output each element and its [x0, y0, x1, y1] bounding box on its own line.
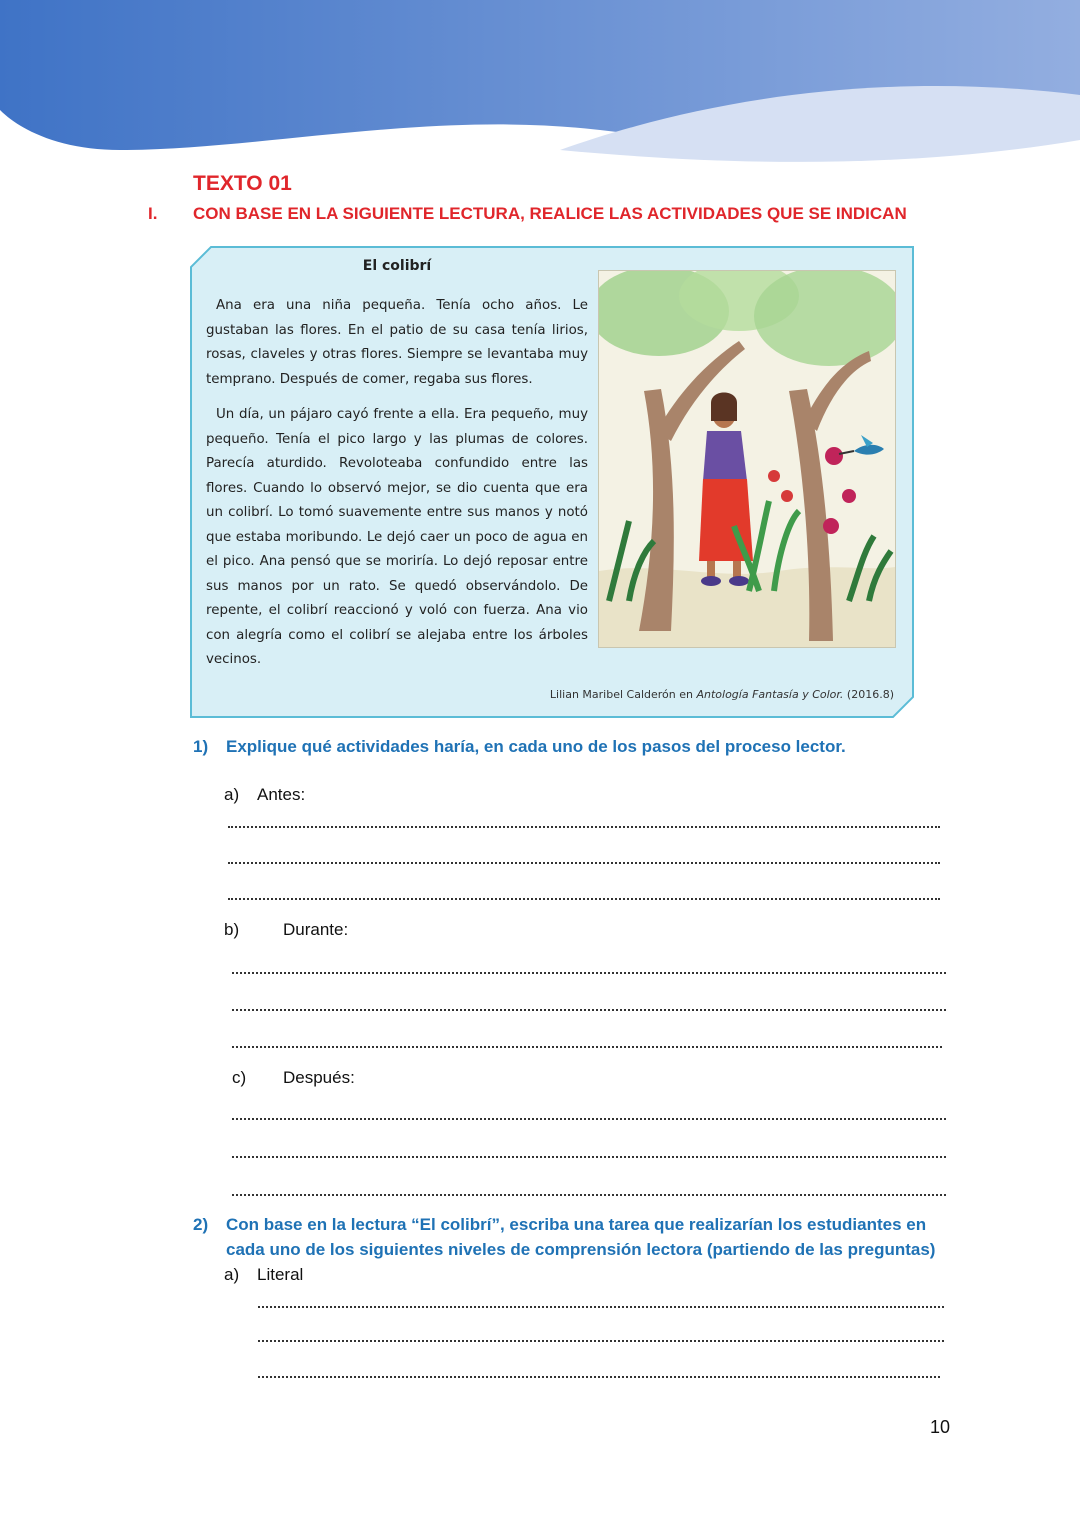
item-a-label: Antes: [257, 785, 306, 804]
question-2-line-1: Con base en la lectura “El colibrí”, escriba una tarea que realizarían los estudiantes en [226, 1215, 927, 1234]
credit-author: Lilian Maribel Calderón en [549, 688, 697, 701]
answer-line[interactable] [232, 1034, 942, 1048]
item-literal-letter: a) [224, 1265, 240, 1284]
box-corner-decoration [892, 696, 914, 718]
question-2-line-2: cada uno de los siguientes niveles de comprensión lectora (partiendo de las preguntas) [226, 1240, 936, 1259]
item-a-letter: a) [224, 785, 240, 804]
credit-year: (2016.8) [843, 688, 894, 701]
answer-line[interactable] [228, 850, 940, 864]
answer-line[interactable] [258, 1328, 944, 1342]
reading-box [190, 246, 914, 718]
section-numeral: I. [148, 204, 158, 223]
story-illustration [598, 270, 896, 648]
answer-line[interactable] [228, 814, 940, 828]
item-c-label: Después: [283, 1068, 355, 1087]
item-b-letter: b) [224, 920, 240, 939]
story-paragraph-1: Ana era una niña pequeña. Tenía ocho años. Le gustaban las flores. En el patio de su casa tenía lirios, rosas, claveles y otras flores. Siempre se levantaba muy temprano. Después de comer, regaba sus flores. [206, 298, 588, 387]
answer-line[interactable] [258, 1294, 944, 1308]
credit-work: Antología Fantasía y Color. [696, 688, 844, 701]
question-1-number: 1) [193, 737, 209, 756]
item-c-letter: c) [232, 1068, 247, 1087]
text-title: TEXTO 01 [193, 172, 292, 195]
answer-line[interactable] [232, 960, 946, 974]
answer-line[interactable] [258, 1364, 940, 1378]
answer-line[interactable] [228, 886, 940, 900]
item-b-label: Durante: [283, 920, 349, 939]
answer-line[interactable] [232, 1144, 946, 1158]
story-title: El colibrí [362, 258, 432, 274]
answer-line[interactable] [232, 997, 946, 1011]
story-paragraph-2: Un día, un pájaro cayó frente a ella. Era pequeño, muy pequeño. Tenía el pico largo y las plumas de colores. Parecía aturdido. Revoloteaba confundido entre las flores. Cuando lo observó mejor, se dio cuenta que era un colibrí. Lo tomó suavemente entre sus manos y notó que estaba moribundo. Le dejó caer un poco de agua en el pico. Ana pensó que se moriría. Lo dejó reposar entre sus manos por un rato. Se quedó observándolo. De repente, el colibrí reaccionó y voló con fuerza. Ana vio con alegría como el colibrí se alejaba entre los árboles vecinos. [206, 407, 588, 667]
answer-line[interactable] [232, 1106, 946, 1120]
item-literal-label: Literal [257, 1265, 304, 1284]
header-wave-decoration [0, 0, 1080, 170]
question-2-number: 2) [193, 1215, 209, 1234]
girl-with-hummingbird-illustration [599, 271, 895, 647]
section-title: CON BASE EN LA SIGUIENTE LECTURA, REALICE LAS ACTIVIDADES QUE SE INDICAN [193, 204, 907, 223]
reading-credit [550, 688, 894, 701]
answer-line[interactable] [232, 1182, 946, 1196]
question-1-text: Explique qué actividades haría, en cada uno de los pasos del proceso lector. [226, 737, 846, 756]
page-number: 10 [930, 1417, 951, 1437]
